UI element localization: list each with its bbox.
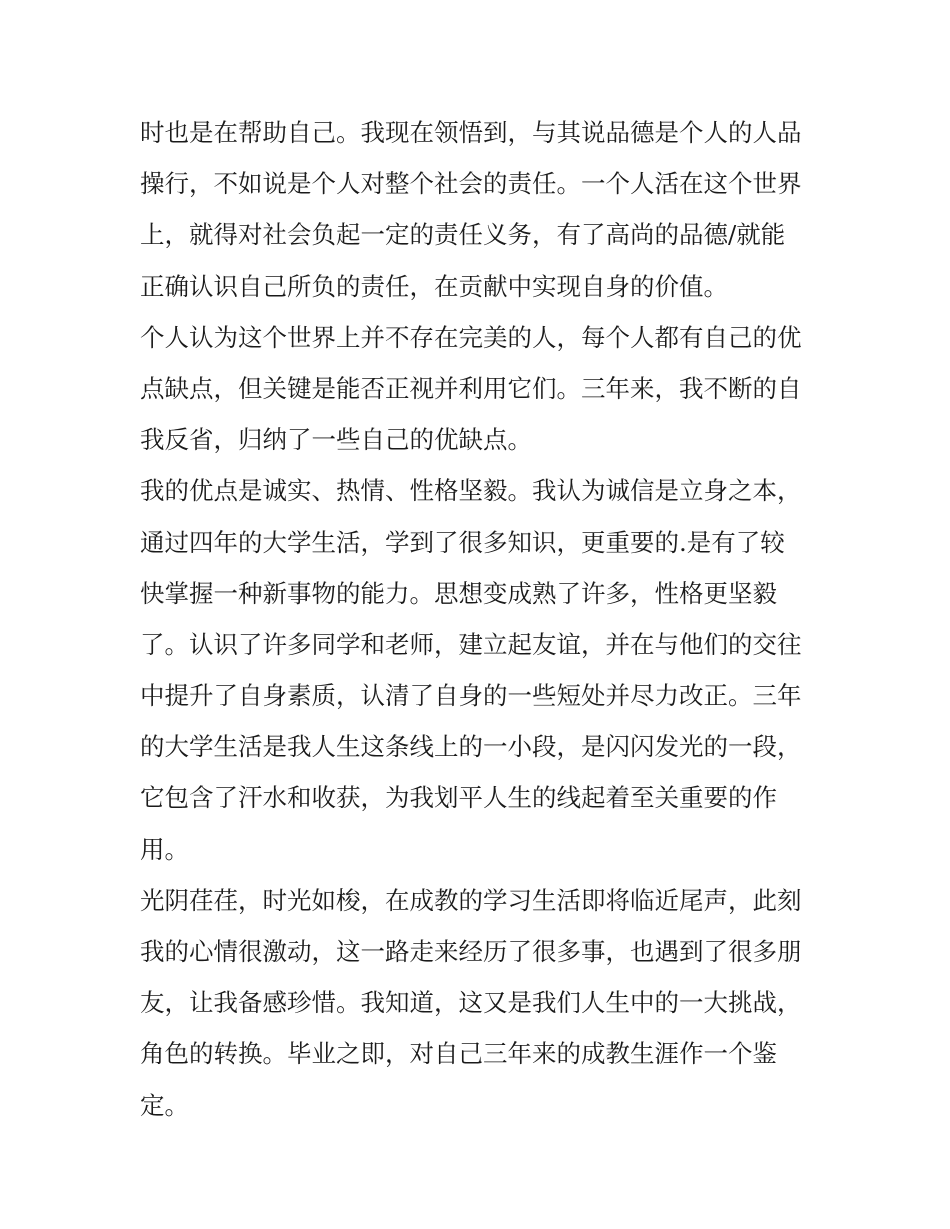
text-line: 我反省，归纳了一些自己的优缺点。 [140, 425, 532, 455]
text-line: 中提升了自身素质，认清了自身的一些短处并尽力改正。三年 [140, 681, 802, 711]
text-line: 通过四年的大学生活，学到了很多知识，更重要的.是有了较 [140, 527, 785, 557]
text-line: 光阴荏荏，时光如梭，在成教的学习生活即将临近尾声，此刻 [140, 885, 802, 915]
text-line: 用。 [140, 834, 189, 864]
text-line: 我的优点是诚实、热情、性格坚毅。我认为诚信是立身之本， [140, 476, 802, 506]
text-line: 了。认识了许多同学和老师，建立起友谊，并在与他们的交往 [140, 629, 802, 659]
text-line: 时也是在帮助自己。我现在领悟到，与其说品德是个人的人品 [140, 118, 802, 147]
text-line: 的大学生活是我人生这条线上的一小段，是闪闪发光的一段， [140, 732, 802, 762]
text-line: 角色的转换。毕业之即，对自己三年来的成教生涯作一个鉴 [140, 1039, 777, 1069]
body-text [140, 107, 840, 1131]
text-line: 正确认识自己所负的责任，在贡献中实现自身的价值。 [140, 271, 728, 301]
text-line: 点缺点，但关键是能否正视并利用它们。三年来，我不断的自 [140, 373, 802, 403]
text-line: 它包含了汗水和收获，为我划平人生的线起着至关重要的作 [140, 783, 777, 813]
text-line: 快掌握一种新事物的能力。思想变成熟了许多，性格更坚毅 [140, 578, 777, 608]
text-line: 上，就得对社会负起一定的责任义务，有了高尚的品德/就能 [140, 220, 786, 250]
text-line: 友，让我备感珍惜。我知道，这又是我们人生中的一大挑战， [140, 988, 802, 1018]
text-line: 个人认为这个世界上并不存在完美的人，每个人都有自己的优 [140, 322, 802, 352]
text-line: 操行，不如说是个人对整个社会的责任。一个人活在这个世界 [140, 169, 802, 199]
text-line: 我的心情很激动，这一路走来经历了很多事，也遇到了很多朋 [140, 937, 802, 966]
text-line: 定。 [140, 1090, 189, 1120]
